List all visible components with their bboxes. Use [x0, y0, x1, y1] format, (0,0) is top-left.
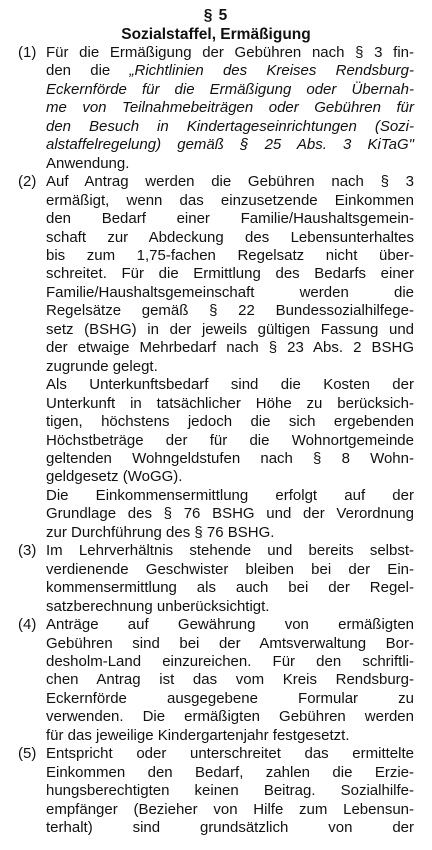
text-line: Familie/Haushaltsgemeinschaft werden die: [46, 283, 414, 301]
section-number: § 5: [203, 7, 229, 24]
text-line: tigen, höchstens jedoch die sich ergebenden: [46, 413, 414, 431]
text-line: für das jeweilige Kindergartenjahr festgesetzt.: [46, 726, 350, 744]
text-line: den die „Richtlinien des Kreises Rendsburg-: [46, 62, 414, 80]
paragraph-number: (3): [18, 542, 37, 560]
text-line: terhalt) sind grundsätzlich von der: [46, 819, 414, 837]
text-line: verdienende Geschwister bleiben bei der Ein-: [46, 560, 414, 578]
text-line: chen Antrag ist das vom Kreis Rendsburg-: [46, 671, 414, 689]
text-line: me von Teilnahmebeiträgen oder Gebühren für: [46, 99, 414, 117]
text-line: Gebühren sind bei der Amtsverwaltung Bor-: [46, 634, 414, 652]
paragraph-number: (4): [18, 616, 37, 634]
paragraph-4: [18, 616, 414, 745]
text-line: Auf Antrag werden die Gebühren nach § 3: [46, 173, 414, 191]
text-line: Im Lehrverhältnis stehende und bereits selbst-: [46, 542, 414, 560]
text-line: Einkommen den Bedarf, zahlen die Erzie-: [46, 763, 414, 781]
text-line: Höchstbeträge der für die Wohnortgemeinde: [46, 431, 414, 449]
text-line: geltenden Wohngeldstufen nach § 8 Wohn-: [46, 449, 414, 467]
text-line: hungsberechtigten keinen Beitrag. Sozialhilfe-: [46, 782, 414, 800]
paragraph-text: [46, 616, 414, 745]
text-line: schaft zur Abdeckung des Lebensunterhaltes: [46, 228, 414, 246]
text-line: schreitet. Für die Ermittlung des Bedarfs einer: [46, 265, 414, 283]
paragraph-list: [18, 44, 414, 837]
text-line: Als Unterkunftsbedarf sind die Kosten der: [46, 376, 414, 394]
text-line: satzberechnung unberücksichtigt.: [46, 597, 270, 615]
section-title: Sozialstaffel, Ermäßigung: [121, 26, 311, 43]
paragraph-3: [18, 542, 414, 616]
text-line: Anwendung.: [46, 154, 130, 172]
text-line: Die Einkommensermittlung erfolgt auf der: [46, 486, 414, 504]
paragraph-1: [18, 44, 414, 173]
text-line: Regelsätze gemäß § 22 Bundessozialhilfege-: [46, 302, 414, 320]
text-line: den Besuch in Kindertageseinrichtungen (Sozi-: [46, 117, 414, 135]
text-line: Grundlage des § 76 BSHG und der Verordnung: [46, 505, 414, 523]
text-line: kommensermittlung als auch bei der Regel-: [46, 579, 414, 597]
paragraph-number: (1): [18, 44, 37, 61]
text-line: den Bedarf einer Familie/Haushaltsgemein-: [46, 210, 414, 228]
paragraph-2: [18, 173, 414, 542]
text-line: zugrunde gelegt.: [46, 357, 158, 375]
text-line: verwenden. Die ermäßigten Gebühren werden: [46, 708, 414, 726]
text-line: der etwaige Mehrbedarf nach § 23 Abs. 2 BSHG: [46, 339, 414, 357]
text-line: bis zum 1,75-fachen Regelsatz nicht über-: [46, 246, 414, 264]
paragraph-text: [46, 44, 414, 173]
text-line: ermäßigt, wenn das einzusetzende Einkommen: [46, 191, 414, 209]
paragraph-text: [46, 173, 414, 542]
paragraph-number: (2): [18, 173, 37, 191]
paragraph-5: [18, 745, 414, 837]
text-line: Für die Ermäßigung der Gebühren nach § 3 fin-: [46, 44, 414, 61]
text-line: desholm-Land einzureichen. Für den schriftli-: [46, 652, 414, 670]
text-line: Eckernförde ausgegebene Formular zu: [46, 689, 414, 707]
paragraph-number: (5): [18, 745, 37, 763]
text-line: zur Durchführung des § 76 BSHG.: [46, 523, 275, 541]
text-line: Anträge auf Gewährung von ermäßigten: [46, 616, 414, 634]
text-line: Eckernförde für die Ermäßigung oder Übernah-: [46, 80, 414, 98]
paragraph-text: [46, 542, 414, 616]
paragraph-text: [46, 745, 414, 837]
text-line: alstaffelregelung) gemäß § 25 Abs. 3 KiTaG": [46, 136, 414, 154]
text-line: empfänger (Bezieher von Hilfe zum Lebensun-: [46, 800, 414, 818]
section-heading: [18, 6, 414, 44]
text-line: geldgesetz (WoGG).: [46, 468, 183, 486]
text-line: Unterkunft in tatsächlicher Höhe zu berücksich-: [46, 394, 414, 412]
text-line: setz (BSHG) in der jeweils gültigen Fassung und: [46, 320, 414, 338]
text-line: Entspricht oder unterschreitet das ermittelte: [46, 745, 414, 763]
